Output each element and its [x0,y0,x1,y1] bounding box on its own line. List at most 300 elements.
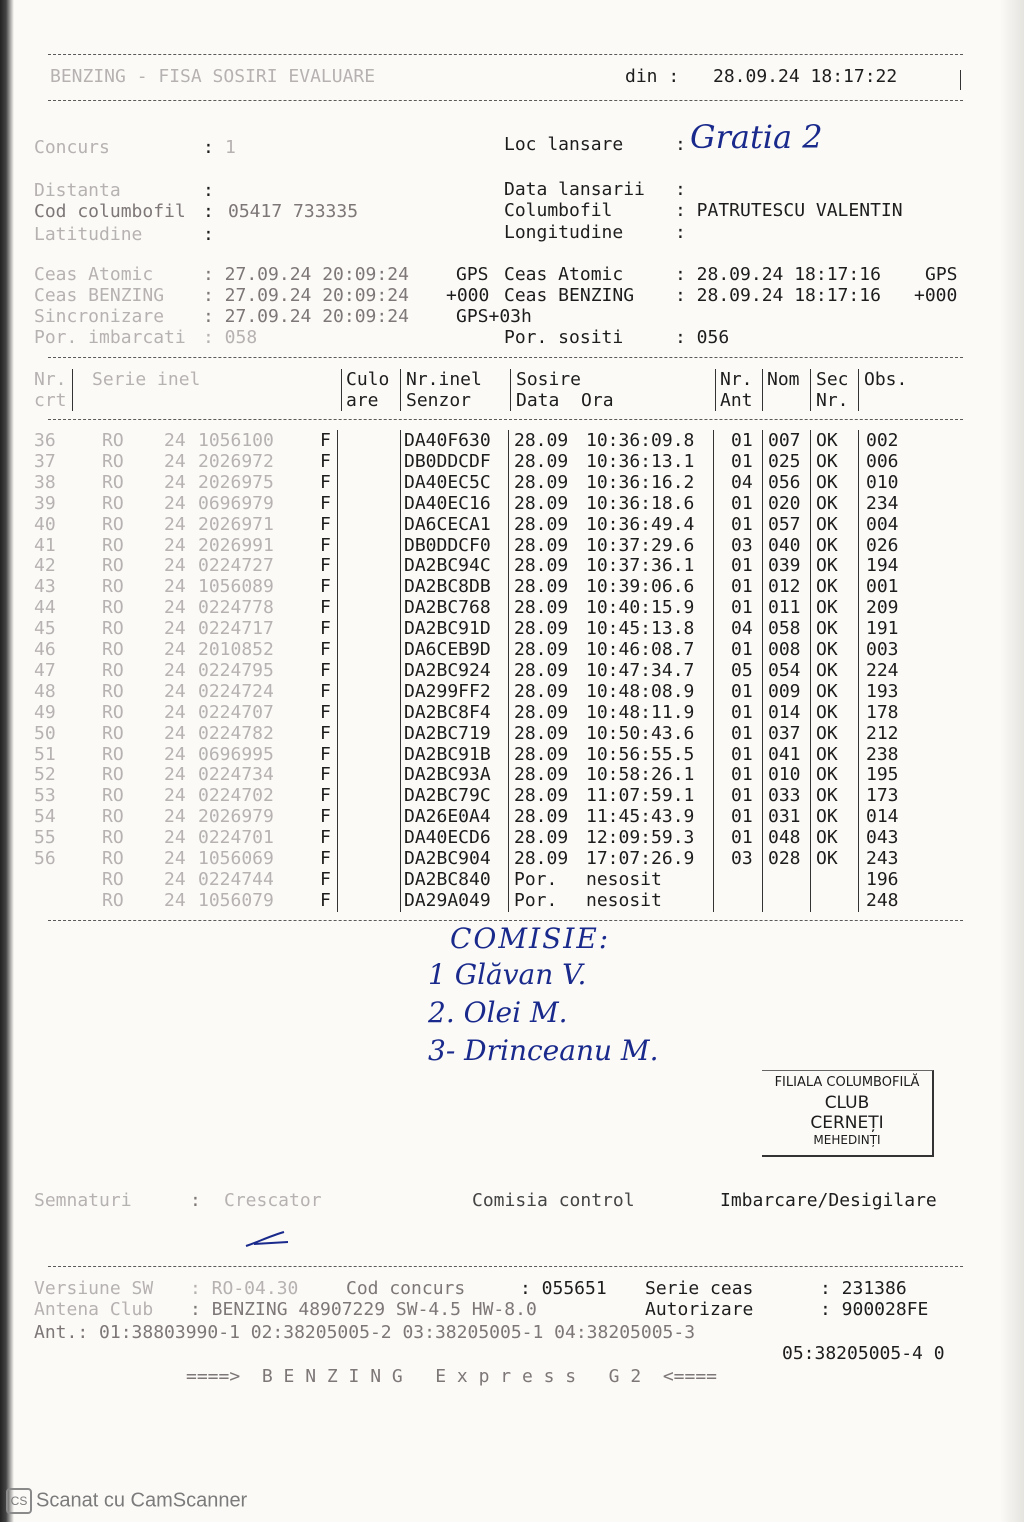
cell-sensor: DA2BC904 [404,848,491,869]
versiune-value: : RO-04.30 [190,1278,299,1299]
cell-sensor: DA6CECA1 [404,513,491,535]
cell-nom: 054 [768,659,801,681]
ceas-benzing-start-label: Ceas BENZING [34,285,165,306]
cell-ant: 01 [731,576,753,598]
cell-sensor: DA2BC924 [404,659,491,681]
cell-year: 24 [164,513,186,535]
cell-country: RO [102,806,124,828]
table-row [0,869,1024,890]
cell-crt: 55 [34,827,56,849]
cell-sec: OK [816,764,838,786]
cell-sec: OK [816,492,838,514]
cell-ant: 01 [731,555,753,577]
cell-ant: 01 [731,680,753,702]
comisie-title: COMISIE: [450,922,611,955]
cell-ring: 0224782 [198,722,274,744]
cell-sex: F [320,889,331,911]
cell-ant: 01 [731,722,753,744]
cell-year: 24 [164,597,186,619]
cell-time: 10:36:16.2 [586,471,695,493]
cell-country: RO [102,848,124,869]
table-row [0,576,1024,597]
th-nr-1: Nr. [34,369,67,390]
cell-sensor: DA40EC16 [404,492,491,514]
comisia-control-label: Comisia control [472,1190,635,1211]
cell-country: RO [102,868,124,890]
cell-time: 10:37:36.1 [586,555,695,577]
cell-country: RO [102,701,124,723]
cell-nom: 056 [768,471,801,493]
cell-sex: F [320,848,331,869]
cell-time: nesosit [586,889,662,911]
ceas-benzing-end-value: : 28.09.24 18:17:16 [675,285,881,306]
cell-nom: 025 [768,450,801,472]
cell-year: 24 [164,534,186,556]
th-sosire-2: Data Ora [516,390,614,411]
cell-year: 24 [164,701,186,723]
cell-sensor: DA2BC94C [404,555,491,577]
th-culo-2: are [346,390,379,411]
longitudine-label: Longitudine [504,222,624,243]
stamp-line-4: MEHEDINȚI [813,1133,881,1147]
cell-ant: 01 [731,785,753,807]
cell-time: 12:09:59.3 [586,827,695,849]
cell-sex: F [320,450,331,472]
table-row [0,514,1024,535]
cell-nom: 011 [768,597,801,619]
cell-crt: 46 [34,639,56,660]
cell-year: 24 [164,743,186,765]
columbofil-value: : PATRUTESCU VALENTIN [675,200,903,221]
cell-ring: 0696979 [198,492,274,514]
cell-ant: 01 [731,743,753,765]
cell-ring: 1056089 [198,576,274,598]
sincronizare-value: : 27.09.24 20:09:24 [203,306,409,327]
cell-sensor: DA2BC768 [404,597,491,619]
cell-date: 28.09 [514,430,569,451]
cell-country: RO [102,471,124,493]
cell-date: 28.09 [514,848,569,869]
cell-country: RO [102,889,124,911]
cell-crt: 37 [34,450,56,472]
cell-nom: 014 [768,701,801,723]
header-divider [48,100,963,101]
cell-obs: 003 [866,639,899,660]
concurs-value: 1 [225,137,236,158]
cell-ant: 05 [731,659,753,681]
cell-sex: F [320,868,331,890]
cell-country: RO [102,576,124,598]
stamp-line-1: FILIALA COLUMBOFILĂ [774,1075,920,1090]
benzing-banner: ====> B E N Z I N G E x p r e s s G 2 <==== [186,1366,718,1387]
cell-year: 24 [164,889,186,911]
table-row [0,472,1024,493]
cod-columbofil-value: 05417 733335 [228,201,359,222]
table-row [0,535,1024,556]
camscanner-label: Scanat cu CamScanner [36,1489,248,1512]
cell-year: 24 [164,827,186,849]
cell-time: 11:45:43.9 [586,806,695,828]
cell-sensor: DA2BC719 [404,722,491,744]
serie-ceas-label: Serie ceas [645,1278,754,1299]
cell-time: 10:50:43.6 [586,722,695,744]
club-stamp [762,1070,934,1157]
por-sositi-label: Por. sositi [504,327,624,348]
cell-obs: 194 [866,555,899,577]
cell-obs: 196 [866,868,899,890]
cell-obs: 195 [866,764,899,786]
cell-crt: 51 [34,743,56,765]
semnaturi-sep: : [190,1190,201,1211]
data-lansarii-label: Data lansarii [504,179,645,200]
cell-year: 24 [164,680,186,702]
cell-sex: F [320,764,331,786]
cell-sensor: DA26E0A4 [404,806,491,828]
cell-obs: 191 [866,618,899,640]
ceas-atomic-end-value: : 28.09.24 18:17:16 [675,264,881,285]
table-row [0,660,1024,681]
concurs-label: Concurs [34,137,110,158]
cell-nom: 012 [768,576,801,598]
ceas-atomic-end-suffix: GPS [925,264,958,285]
ceas-benzing-end-suffix: +000 [914,285,958,306]
cell-sensor: DB0DDCF0 [404,534,491,556]
cell-ant: 01 [731,450,753,472]
cell-year: 24 [164,659,186,681]
ceas-benzing-start-value: : 27.09.24 20:09:24 [203,285,409,306]
cell-date: 28.09 [514,827,569,849]
cell-sex: F [320,513,331,535]
cell-date: 28.09 [514,618,569,640]
cell-year: 24 [164,639,186,660]
cell-time: 10:36:13.1 [586,450,695,472]
cell-sex: F [320,659,331,681]
cell-ring: 0224701 [198,827,274,849]
por-sositi-value: : 056 [675,327,730,348]
col-sep [762,369,763,411]
cell-sensor: DA2BC8F4 [404,701,491,723]
cell-ant: 01 [731,639,753,660]
cell-nom: 037 [768,722,801,744]
cell-country: RO [102,618,124,640]
cell-year: 24 [164,806,186,828]
table-header-divider [48,419,963,420]
cell-date: 28.09 [514,534,569,556]
cell-sensor: DA6CEB9D [404,639,491,660]
cell-country: RO [102,722,124,744]
cell-obs: 043 [866,827,899,849]
longitudine-sep: : [675,222,686,243]
ceas-atomic-start-value: : 27.09.24 20:09:24 [203,264,409,285]
cell-crt: 52 [34,764,56,786]
cell-time: 10:58:26.1 [586,764,695,786]
semnaturi-label: Semnaturi [34,1190,132,1211]
cell-year: 24 [164,785,186,807]
imbarcare-label: Imbarcare/Desigilare [720,1190,937,1211]
cell-ant: 04 [731,471,753,493]
cell-time: 11:07:59.1 [586,785,695,807]
cell-sensor: DA2BC91D [404,618,491,640]
table-row [0,723,1024,744]
cell-ant: 03 [731,848,753,869]
table-row [0,744,1024,765]
cell-nom: 058 [768,618,801,640]
cell-obs: 193 [866,680,899,702]
cell-ring: 0224744 [198,868,274,890]
col-sep [341,369,342,411]
cell-date: 28.09 [514,471,569,493]
cell-sec: OK [816,701,838,723]
th-nrinel-1: Nr.inel [406,369,482,390]
cell-obs: 243 [866,848,899,869]
cell-sex: F [320,827,331,849]
cell-crt: 42 [34,555,56,577]
cell-date: 28.09 [514,806,569,828]
cell-country: RO [102,534,124,556]
table-row [0,806,1024,827]
footer-divider [48,1266,963,1267]
ceas-benzing-start-suffix: +000 [446,285,490,306]
cell-sensor: DB0DDCDF [404,450,491,472]
crescator-label: Crescator [224,1190,322,1211]
cell-sex: F [320,618,331,640]
cell-obs: 010 [866,471,899,493]
cell-crt: 43 [34,576,56,598]
por-imbarcati-value: : 058 [203,327,258,348]
cell-sensor: DA2BC8DB [404,576,491,598]
cell-crt: 44 [34,597,56,619]
cell-time: 10:39:06.6 [586,576,695,598]
cell-sensor: DA40F630 [404,430,491,451]
ceas-atomic-start-suffix: GPS [456,264,489,285]
table-row [0,827,1024,848]
col-sep [400,369,401,411]
edge-mark [960,70,961,90]
cs-logo-icon: CS [6,1488,32,1514]
cell-time: 10:45:13.8 [586,618,695,640]
cell-sex: F [320,576,331,598]
table-row [0,702,1024,723]
cell-sex: F [320,743,331,765]
cell-crt: 36 [34,430,56,451]
cell-ring: 2026979 [198,806,274,828]
cell-sex: F [320,785,331,807]
cell-date: 28.09 [514,597,569,619]
data-lansarii-sep: : [675,179,686,200]
table-row [0,555,1024,576]
cell-ant: 01 [731,806,753,828]
cell-sensor: DA40EC5C [404,471,491,493]
cell-ring: 0224795 [198,659,274,681]
cell-country: RO [102,743,124,765]
cell-sec: OK [816,618,838,640]
table-row [0,848,1024,869]
cell-sec: OK [816,659,838,681]
cell-ant: 04 [731,618,753,640]
table-row [0,451,1024,472]
cell-sec: OK [816,430,838,451]
cell-crt: 56 [34,848,56,869]
latitudine-sep: : [203,224,214,245]
cod-columbofil-sep: : [203,201,214,222]
loc-lansare-label: Loc lansare [504,134,624,155]
table-row [0,681,1024,702]
cell-crt: 45 [34,618,56,640]
th-nr-2: crt [34,390,67,411]
cell-ring: 2026975 [198,471,274,493]
cell-obs: 234 [866,492,899,514]
cell-country: RO [102,659,124,681]
cell-obs: 178 [866,701,899,723]
cell-country: RO [102,597,124,619]
th-ant-2: Ant [720,390,753,411]
cell-time: 10:47:34.7 [586,659,695,681]
table-row [0,493,1024,514]
cell-date: 28.09 [514,555,569,577]
cell-sec: OK [816,576,838,598]
cell-date: 28.09 [514,785,569,807]
cell-date: 28.09 [514,722,569,744]
date-label: din : [625,66,680,87]
cell-sec: OK [816,450,838,472]
cell-time: nesosit [586,868,662,890]
ceas-benzing-end-label: Ceas BENZING [504,285,635,306]
cell-obs: 004 [866,513,899,535]
cell-date: 28.09 [514,764,569,786]
cell-ant: 01 [731,492,753,514]
table-row [0,639,1024,660]
cell-sec: OK [816,743,838,765]
date-value: 28.09.24 18:17:22 [713,66,898,87]
cell-sec: OK [816,785,838,807]
loc-lansare-value: Gratia 2 [690,118,823,156]
cell-crt: 54 [34,806,56,828]
cell-sex: F [320,597,331,619]
cell-date: 28.09 [514,701,569,723]
cell-obs: 002 [866,430,899,451]
cell-obs: 026 [866,534,899,556]
table-row [0,618,1024,639]
col-sep [72,369,73,411]
th-ant-1: Nr. [720,369,753,390]
th-serie: Serie inel [92,369,201,390]
cell-time: 10:37:29.6 [586,534,695,556]
cell-sensor: DA2BC91B [404,743,491,765]
cell-country: RO [102,430,124,451]
cell-country: RO [102,764,124,786]
cell-nom: 009 [768,680,801,702]
cell-date: 28.09 [514,639,569,660]
cell-crt: 53 [34,785,56,807]
cell-obs: 006 [866,450,899,472]
cell-ring: 2026972 [198,450,274,472]
cell-year: 24 [164,868,186,890]
cell-time: 17:07:26.9 [586,848,695,869]
distanta-label: Distanta [34,180,121,201]
cell-sensor: DA40ECD6 [404,827,491,849]
cell-country: RO [102,639,124,660]
cell-sec: OK [816,722,838,744]
cell-nom: 028 [768,848,801,869]
cell-crt: 50 [34,722,56,744]
cell-sec: OK [816,806,838,828]
cell-obs: 001 [866,576,899,598]
cell-sex: F [320,534,331,556]
cell-sec: OK [816,848,838,869]
cell-crt: 40 [34,513,56,535]
cell-country: RO [102,785,124,807]
cell-year: 24 [164,722,186,744]
cell-crt: 38 [34,471,56,493]
por-imbarcati-label: Por. imbarcati [34,327,186,348]
cell-ant: 01 [731,827,753,849]
cell-sensor: DA299FF2 [404,680,491,702]
cell-sex: F [320,471,331,493]
crescator-signature [244,1228,294,1250]
cell-sec: OK [816,513,838,535]
cell-crt: 48 [34,680,56,702]
th-nrinel-2: Senzor [406,390,472,411]
cell-date: 28.09 [514,743,569,765]
cell-sensor: DA2BC79C [404,785,491,807]
cell-nom: 020 [768,492,801,514]
cell-time: 10:46:08.7 [586,639,695,660]
cell-time: 10:36:18.6 [586,492,695,514]
cell-date: 28.09 [514,513,569,535]
loc-lansare-sep: : [675,134,686,155]
th-sec-2: Nr. [816,390,849,411]
table-row [0,597,1024,618]
cell-year: 24 [164,450,186,472]
cell-year: 24 [164,848,186,869]
cell-nom: 041 [768,743,801,765]
cell-year: 24 [164,555,186,577]
cell-ring: 2010852 [198,639,274,660]
comisie-member-1: 1 Glăvan V. [428,958,587,991]
top-divider [48,54,963,55]
cell-sex: F [320,492,331,514]
table-row [0,890,1024,911]
antenna-serials-cont: 05:38205005-4 0 [782,1343,945,1364]
antenna-serials: Ant.: 01:38803990-1 02:38205005-2 03:38205005-1 04:38205005-3 [34,1322,696,1343]
cell-ring: 0224707 [198,701,274,723]
cell-year: 24 [164,471,186,493]
cell-year: 24 [164,492,186,514]
autorizare-label: Autorizare [645,1299,754,1320]
cell-date: 28.09 [514,680,569,702]
cell-obs: 238 [866,743,899,765]
cell-nom: 040 [768,534,801,556]
th-obs: Obs. [864,369,908,390]
antena-label: Antena Club [34,1299,154,1320]
cell-country: RO [102,680,124,702]
cell-sex: F [320,555,331,577]
cell-ring: 2026971 [198,513,274,535]
distanta-sep: : [203,180,214,201]
cell-obs: 212 [866,722,899,744]
th-nom: Nom [767,369,800,390]
cell-date: Por. [514,889,558,911]
table-top-divider [48,357,963,358]
cell-ring: 0224702 [198,785,274,807]
comisie-member-2: 2. Olei M. [428,996,568,1029]
cell-time: 10:36:49.4 [586,513,695,535]
cell-ring: 0224724 [198,680,274,702]
cell-date: 28.09 [514,492,569,514]
cell-ant: 01 [731,513,753,535]
cell-year: 24 [164,576,186,598]
cell-country: RO [102,513,124,535]
